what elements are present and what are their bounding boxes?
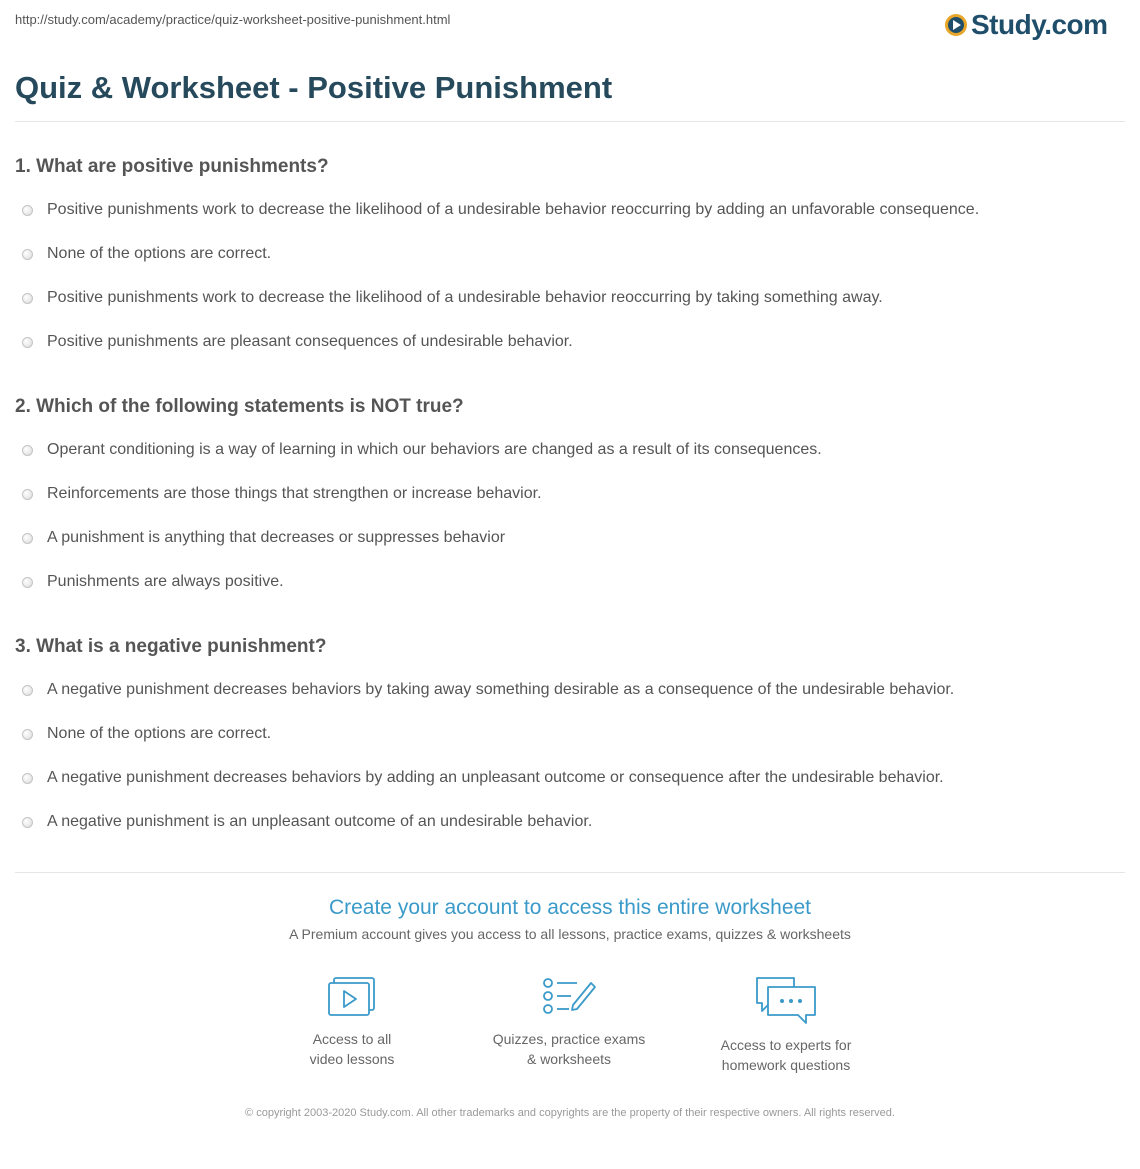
study-logo[interactable]: [945, 8, 1108, 42]
logo-text: Study.com: [971, 9, 1108, 40]
question-2-title: 2. Which of the following statements is NOT true?: [15, 396, 464, 417]
radio-button[interactable]: [22, 729, 33, 740]
question-1-option-2[interactable]: [22, 242, 271, 266]
question-3-title: 3. What is a negative punishment?: [15, 636, 327, 657]
question-2-option-3[interactable]: [22, 526, 505, 550]
question-1-option-3[interactable]: [22, 286, 883, 310]
option-text: Positive punishments work to decrease the likelihood of a undesirable behavior reoccurring by adding an unfavorable consequence.: [47, 201, 980, 218]
question-3-option-1[interactable]: [22, 678, 954, 702]
option-text: Operant conditioning is a way of learning in which our behaviors are changed as a result of its consequences.: [47, 441, 822, 458]
option-text: A punishment is anything that decreases or suppresses behavior: [47, 529, 506, 546]
radio-button[interactable]: [22, 489, 33, 500]
page-header: [0, 0, 1140, 52]
radio-button[interactable]: [22, 773, 33, 784]
checklist-icon: [541, 975, 597, 1019]
option-text: A negative punishment is an unpleasant outcome of an undesirable behavior.: [47, 813, 593, 830]
page-title: Quiz & Worksheet - Positive Punishment: [15, 70, 613, 105]
radio-button[interactable]: [22, 533, 33, 544]
create-account-link[interactable]: Create your account to access this entire worksheet: [328, 896, 812, 919]
radio-button[interactable]: [22, 337, 33, 348]
radio-button[interactable]: [22, 205, 33, 216]
feature-quizzes: [469, 975, 669, 1069]
option-text: Positive punishments are pleasant consequences of undesirable behavior.: [47, 333, 573, 350]
question-1-option-1[interactable]: [22, 198, 979, 222]
feature-experts: [686, 975, 886, 1075]
option-text: None of the options are correct.: [47, 725, 272, 742]
question-3-option-4[interactable]: [22, 810, 592, 834]
copyright-text: © copyright 2003-2020 Study.com. All other trademarks and copyrights are the property of their respective owners. All rights reserved.: [245, 1107, 895, 1119]
radio-button[interactable]: [22, 817, 33, 828]
title-divider: [15, 121, 1125, 122]
option-text: Reinforcements are those things that strengthen or increase behavior.: [47, 485, 542, 502]
question-3-option-2[interactable]: [22, 722, 271, 746]
question-2-option-4[interactable]: [22, 570, 284, 594]
cta-subtitle: A Premium account gives you access to all lessons, practice exams, quizzes & worksheets: [289, 926, 851, 942]
feature-label-line2: video lessons: [309, 1051, 395, 1067]
radio-button[interactable]: [22, 445, 33, 456]
chat-bubbles-icon: [754, 975, 818, 1025]
question-3-option-3[interactable]: [22, 766, 944, 790]
radio-button[interactable]: [22, 577, 33, 588]
question-2-option-1[interactable]: [22, 438, 822, 462]
question-2-option-2[interactable]: [22, 482, 542, 506]
option-text: Punishments are always positive.: [47, 573, 284, 590]
feature-label-line2: homework questions: [721, 1057, 851, 1073]
feature-label-line2: & worksheets: [526, 1051, 612, 1067]
radio-button[interactable]: [22, 293, 33, 304]
feature-label-line1: Quizzes, practice exams: [492, 1031, 646, 1047]
play-logo-icon: [945, 14, 967, 36]
radio-button[interactable]: [22, 249, 33, 260]
feature-label-line1: Access to experts for: [720, 1037, 852, 1053]
section-divider: [15, 872, 1125, 873]
question-1-title: 1. What are positive punishments?: [15, 156, 329, 177]
feature-video-lessons: [252, 975, 452, 1069]
video-lessons-icon: [326, 975, 378, 1019]
radio-button[interactable]: [22, 685, 33, 696]
option-text: None of the options are correct.: [47, 245, 272, 262]
option-text: A negative punishment decreases behaviors by taking away something desirable as a consequence of the undesirable behavior.: [47, 681, 955, 698]
option-text: A negative punishment decreases behaviors by adding an unpleasant outcome or consequence after the undesirable behavior.: [47, 769, 944, 786]
option-text: Positive punishments work to decrease the likelihood of a undesirable behavior reoccurring by taking something away.: [47, 289, 883, 306]
feature-label-line1: Access to all: [312, 1031, 392, 1047]
question-1-option-4[interactable]: [22, 330, 573, 354]
page-url: http://study.com/academy/practice/quiz-worksheet-positive-punishment.html: [15, 12, 451, 27]
